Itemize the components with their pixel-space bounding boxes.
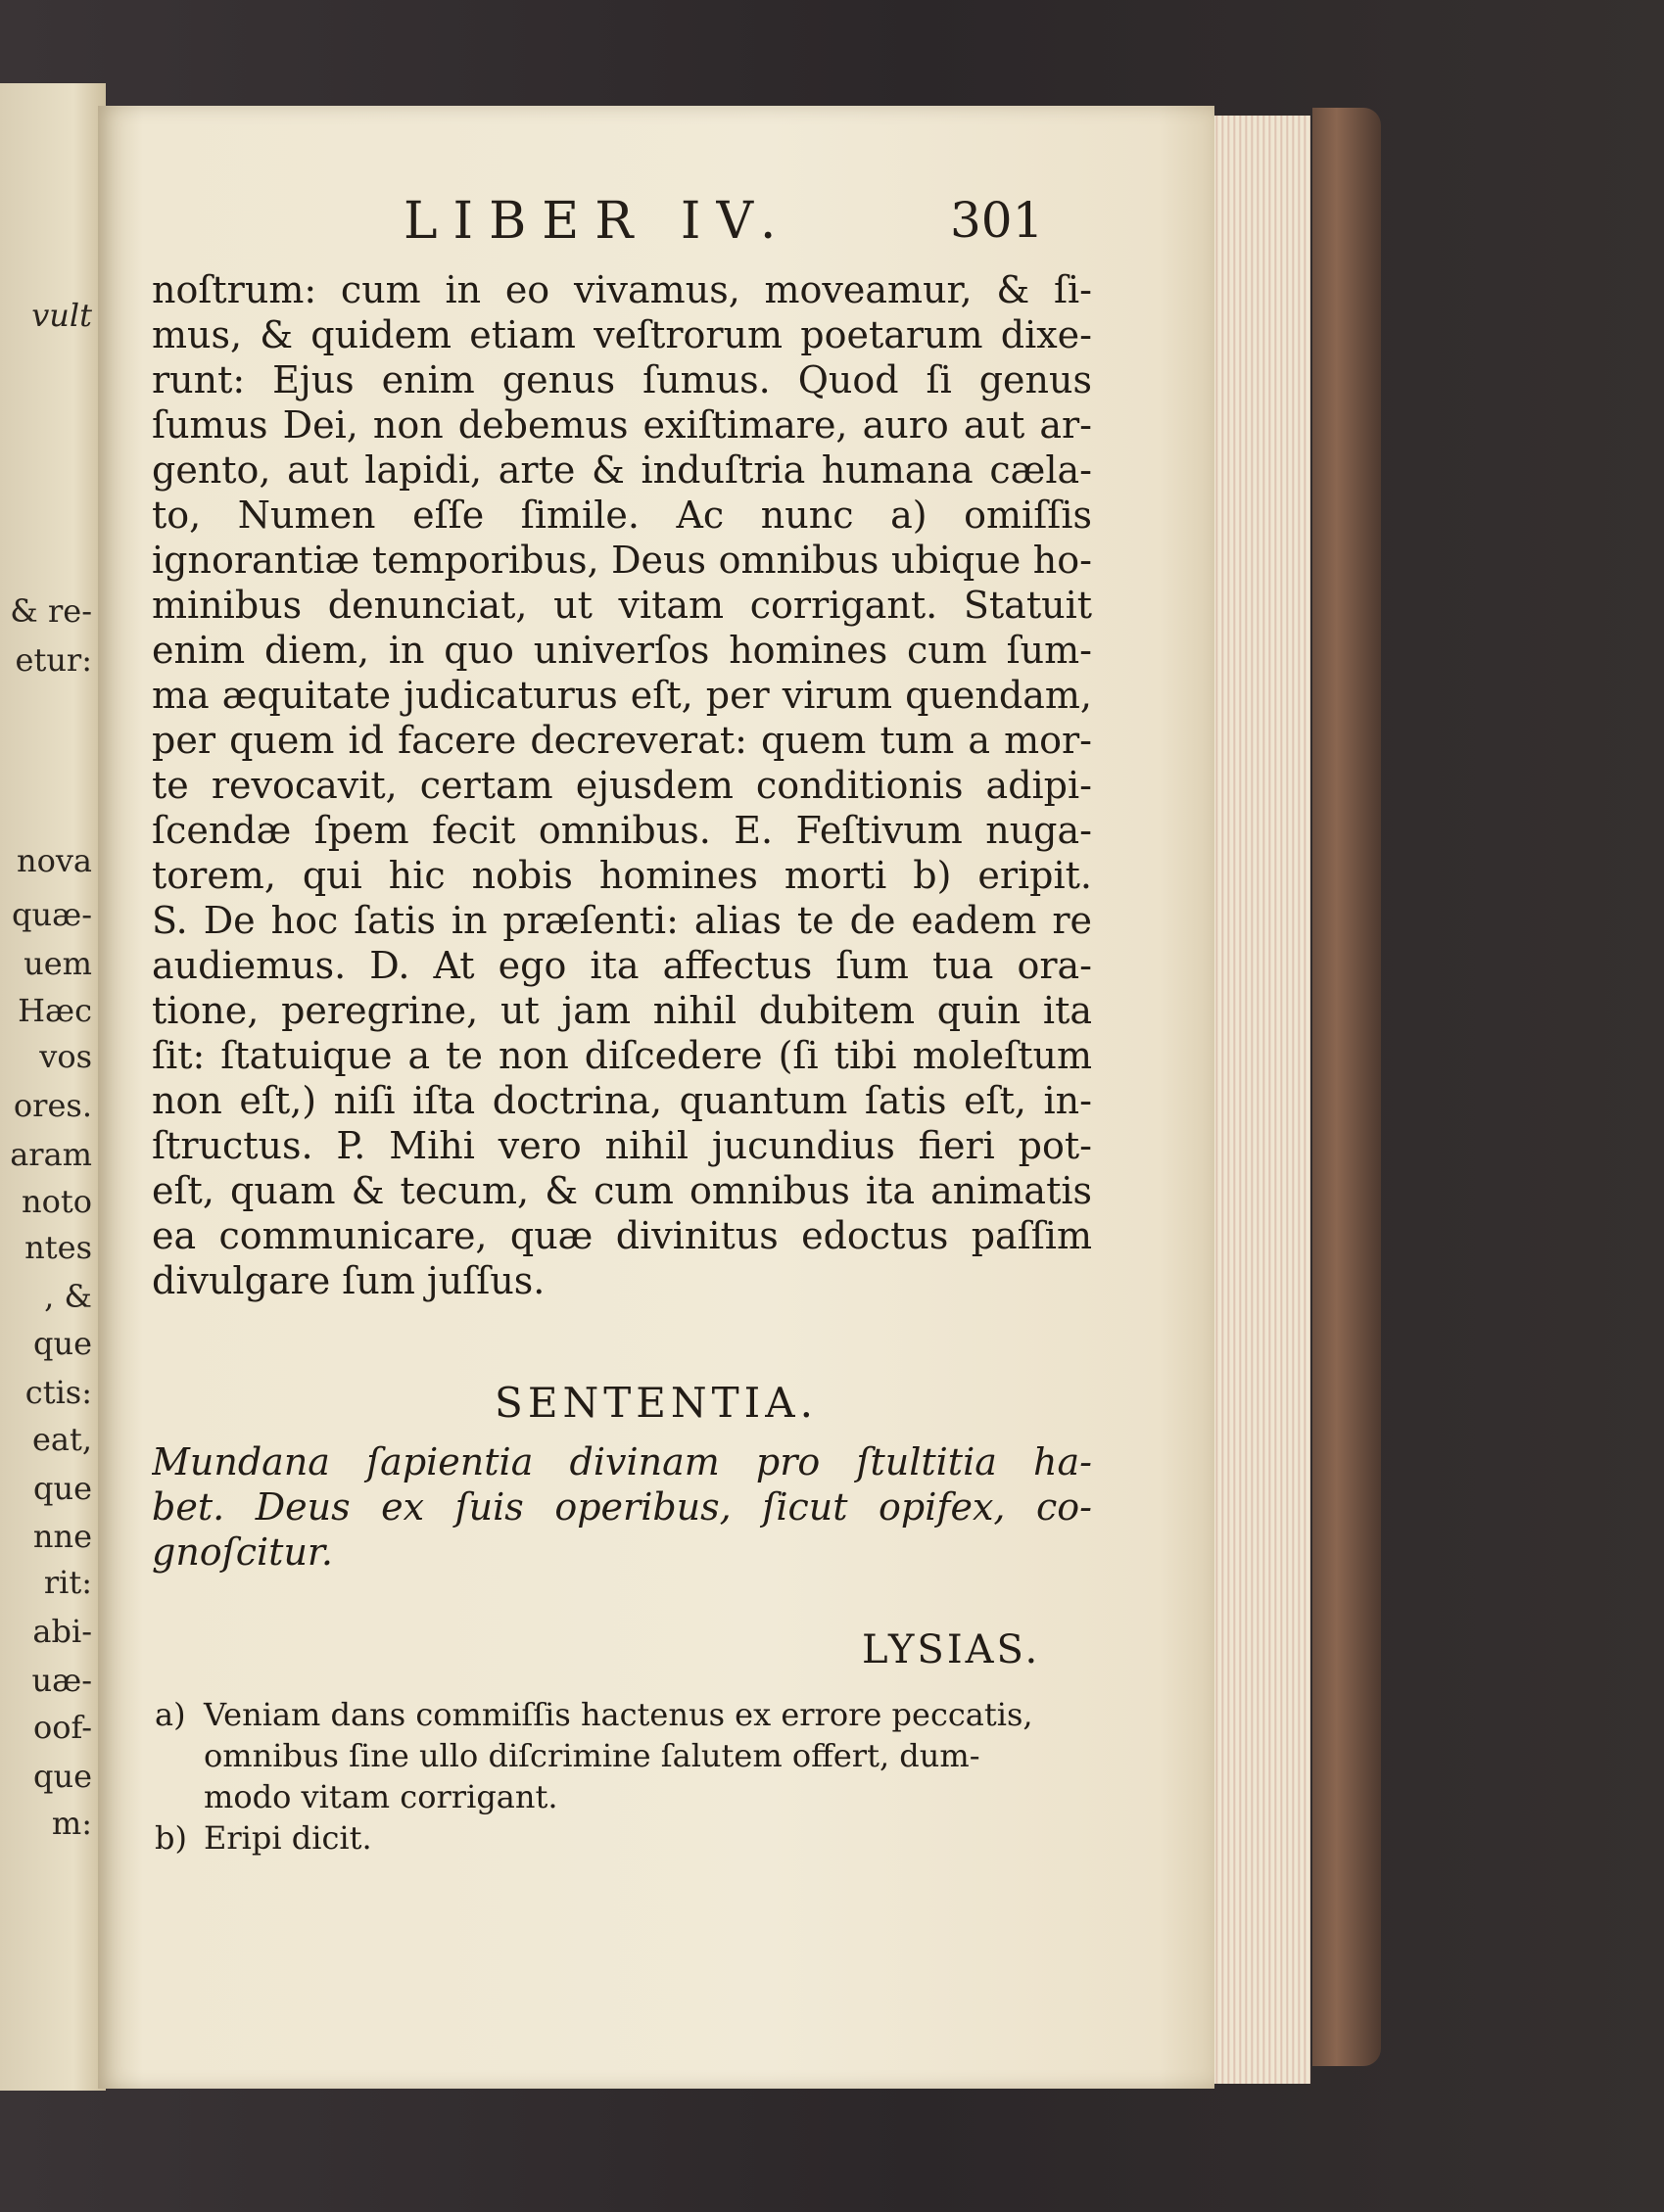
text-line: audiemus. D. At ego ita affectus ſum tua ora- — [152, 944, 1092, 987]
left-page-edge — [0, 83, 106, 2091]
left-fragment: rit: — [43, 1564, 92, 1601]
left-fragment: Hæc — [18, 992, 92, 1029]
footnote-line: Eripi dicit. — [204, 1819, 372, 1857]
left-fragment: que — [32, 1758, 92, 1795]
text-line: gento, aut lapidi, arte & induſtria humana cæla- — [152, 448, 1092, 492]
left-fragment: ores. — [13, 1087, 92, 1124]
footnote-line: Veniam dans commiſſis hactenus ex errore peccatis, — [204, 1696, 1033, 1733]
text-line: torem, qui hic nobis homines morti b) eripit. — [152, 854, 1092, 897]
left-fragment: ctis: — [24, 1374, 92, 1411]
text-line: non eſt,) niſi iſta doctrina, quantum ſatis eſt, in- — [152, 1079, 1092, 1122]
footnote-b — [155, 1817, 1095, 1859]
running-title: LIBER IV. — [404, 192, 792, 251]
left-fragment: noto — [22, 1183, 92, 1220]
book-page — [98, 106, 1214, 2089]
text-line: divulgare ſum juſſus. — [152, 1259, 546, 1302]
text-line: ea communicare, quæ divinitus edoctus paſſim — [152, 1214, 1092, 1257]
text-line: per quem id facere decreverat: quem tum a mor- — [152, 719, 1092, 762]
sententia-line: Mundana ſapientia divinam pro ſtultitia ha- — [152, 1440, 1092, 1483]
page-stack-edge — [1211, 116, 1310, 2084]
text-line: ſit: ſtatuique a te non diſcedere (ſi tibi moleſtum — [152, 1034, 1092, 1077]
text-line: enim diem, in quo univerſos homines cum ſum- — [152, 629, 1092, 672]
left-fragment: & re- — [10, 592, 92, 630]
sententia-heading: SENTENTIA. — [495, 1379, 818, 1427]
left-fragment: oof- — [32, 1709, 92, 1746]
left-fragment: nova — [16, 842, 92, 879]
left-fragment: quæ- — [12, 896, 92, 933]
left-fragment: m: — [51, 1805, 92, 1842]
text-line: ma æquitate judicaturus eſt, per virum quendam, — [152, 674, 1092, 717]
footnote-a — [155, 1694, 1095, 1735]
left-fragment: aram — [10, 1136, 92, 1173]
text-line: te revocavit, certam ejusdem conditionis adipi- — [152, 764, 1092, 807]
text-line: to, Numen eſſe ſimile. Ac nunc a) omiſſis — [152, 494, 1092, 537]
left-fragment: ntes — [24, 1229, 92, 1266]
left-fragment: vult — [31, 297, 92, 334]
book-cover-edge — [1312, 108, 1381, 2066]
sententia-block — [152, 1439, 1092, 1575]
sententia-line: bet. Deus ex ſuis operibus, ſicut opifex, co- — [152, 1485, 1092, 1529]
text-line: runt: Ejus enim genus ſumus. Quod ſi genus — [152, 358, 1092, 401]
speaker-name: LYSIAS. — [862, 1627, 1041, 1672]
text-line: tione, peregrine, ut jam nihil dubitem quin ita — [152, 989, 1092, 1032]
text-line: minibus denunciat, ut vitam corrigant. Statuit — [152, 584, 1092, 627]
text-line: mus, & quidem etiam veſtrorum poetarum dixe- — [152, 313, 1092, 356]
left-fragment: uem — [24, 945, 92, 982]
left-fragment: nne — [32, 1518, 92, 1555]
left-fragment: que — [32, 1325, 92, 1362]
text-line: noſtrum: cum in eo vivamus, moveamur, & ſi- — [152, 268, 1092, 311]
left-fragment: eat, — [31, 1421, 92, 1458]
left-fragment: uæ- — [31, 1662, 92, 1699]
footnote-line: omnibus ſine ullo diſcrimine ſalutem offert, dum- — [204, 1737, 980, 1774]
text-line: ſcendæ ſpem fecit omnibus. E. Feſtivum nuga- — [152, 809, 1092, 852]
footnotes — [155, 1694, 1095, 1859]
body-text — [152, 267, 1092, 1303]
footnote-mark: b) — [155, 1819, 187, 1857]
text-line: ſumus Dei, non debemus exiſtimare, auro aut ar- — [152, 403, 1092, 447]
page-number: 301 — [950, 192, 1044, 249]
sententia-line: gnoſcitur. — [152, 1530, 333, 1574]
left-fragment: , & — [44, 1278, 92, 1315]
left-fragment: abi- — [32, 1613, 92, 1650]
text-line: eſt, quam & tecum, & cum omnibus ita animatis — [152, 1169, 1092, 1212]
footnote-mark: a) — [155, 1696, 186, 1733]
left-fragment: que — [32, 1470, 92, 1507]
text-line: S. De hoc ſatis in præſenti: alias te de eadem re — [152, 899, 1092, 942]
page-header — [98, 192, 1214, 270]
text-line: ignorantiæ temporibus, Deus omnibus ubique ho- — [152, 539, 1092, 582]
left-fragment: etur: — [15, 641, 92, 679]
footnote-line: modo vitam corrigant. — [204, 1778, 558, 1815]
text-line: ſtructus. P. Mihi vero nihil jucundius fieri pot- — [152, 1124, 1092, 1167]
left-fragment: vos — [39, 1038, 92, 1075]
